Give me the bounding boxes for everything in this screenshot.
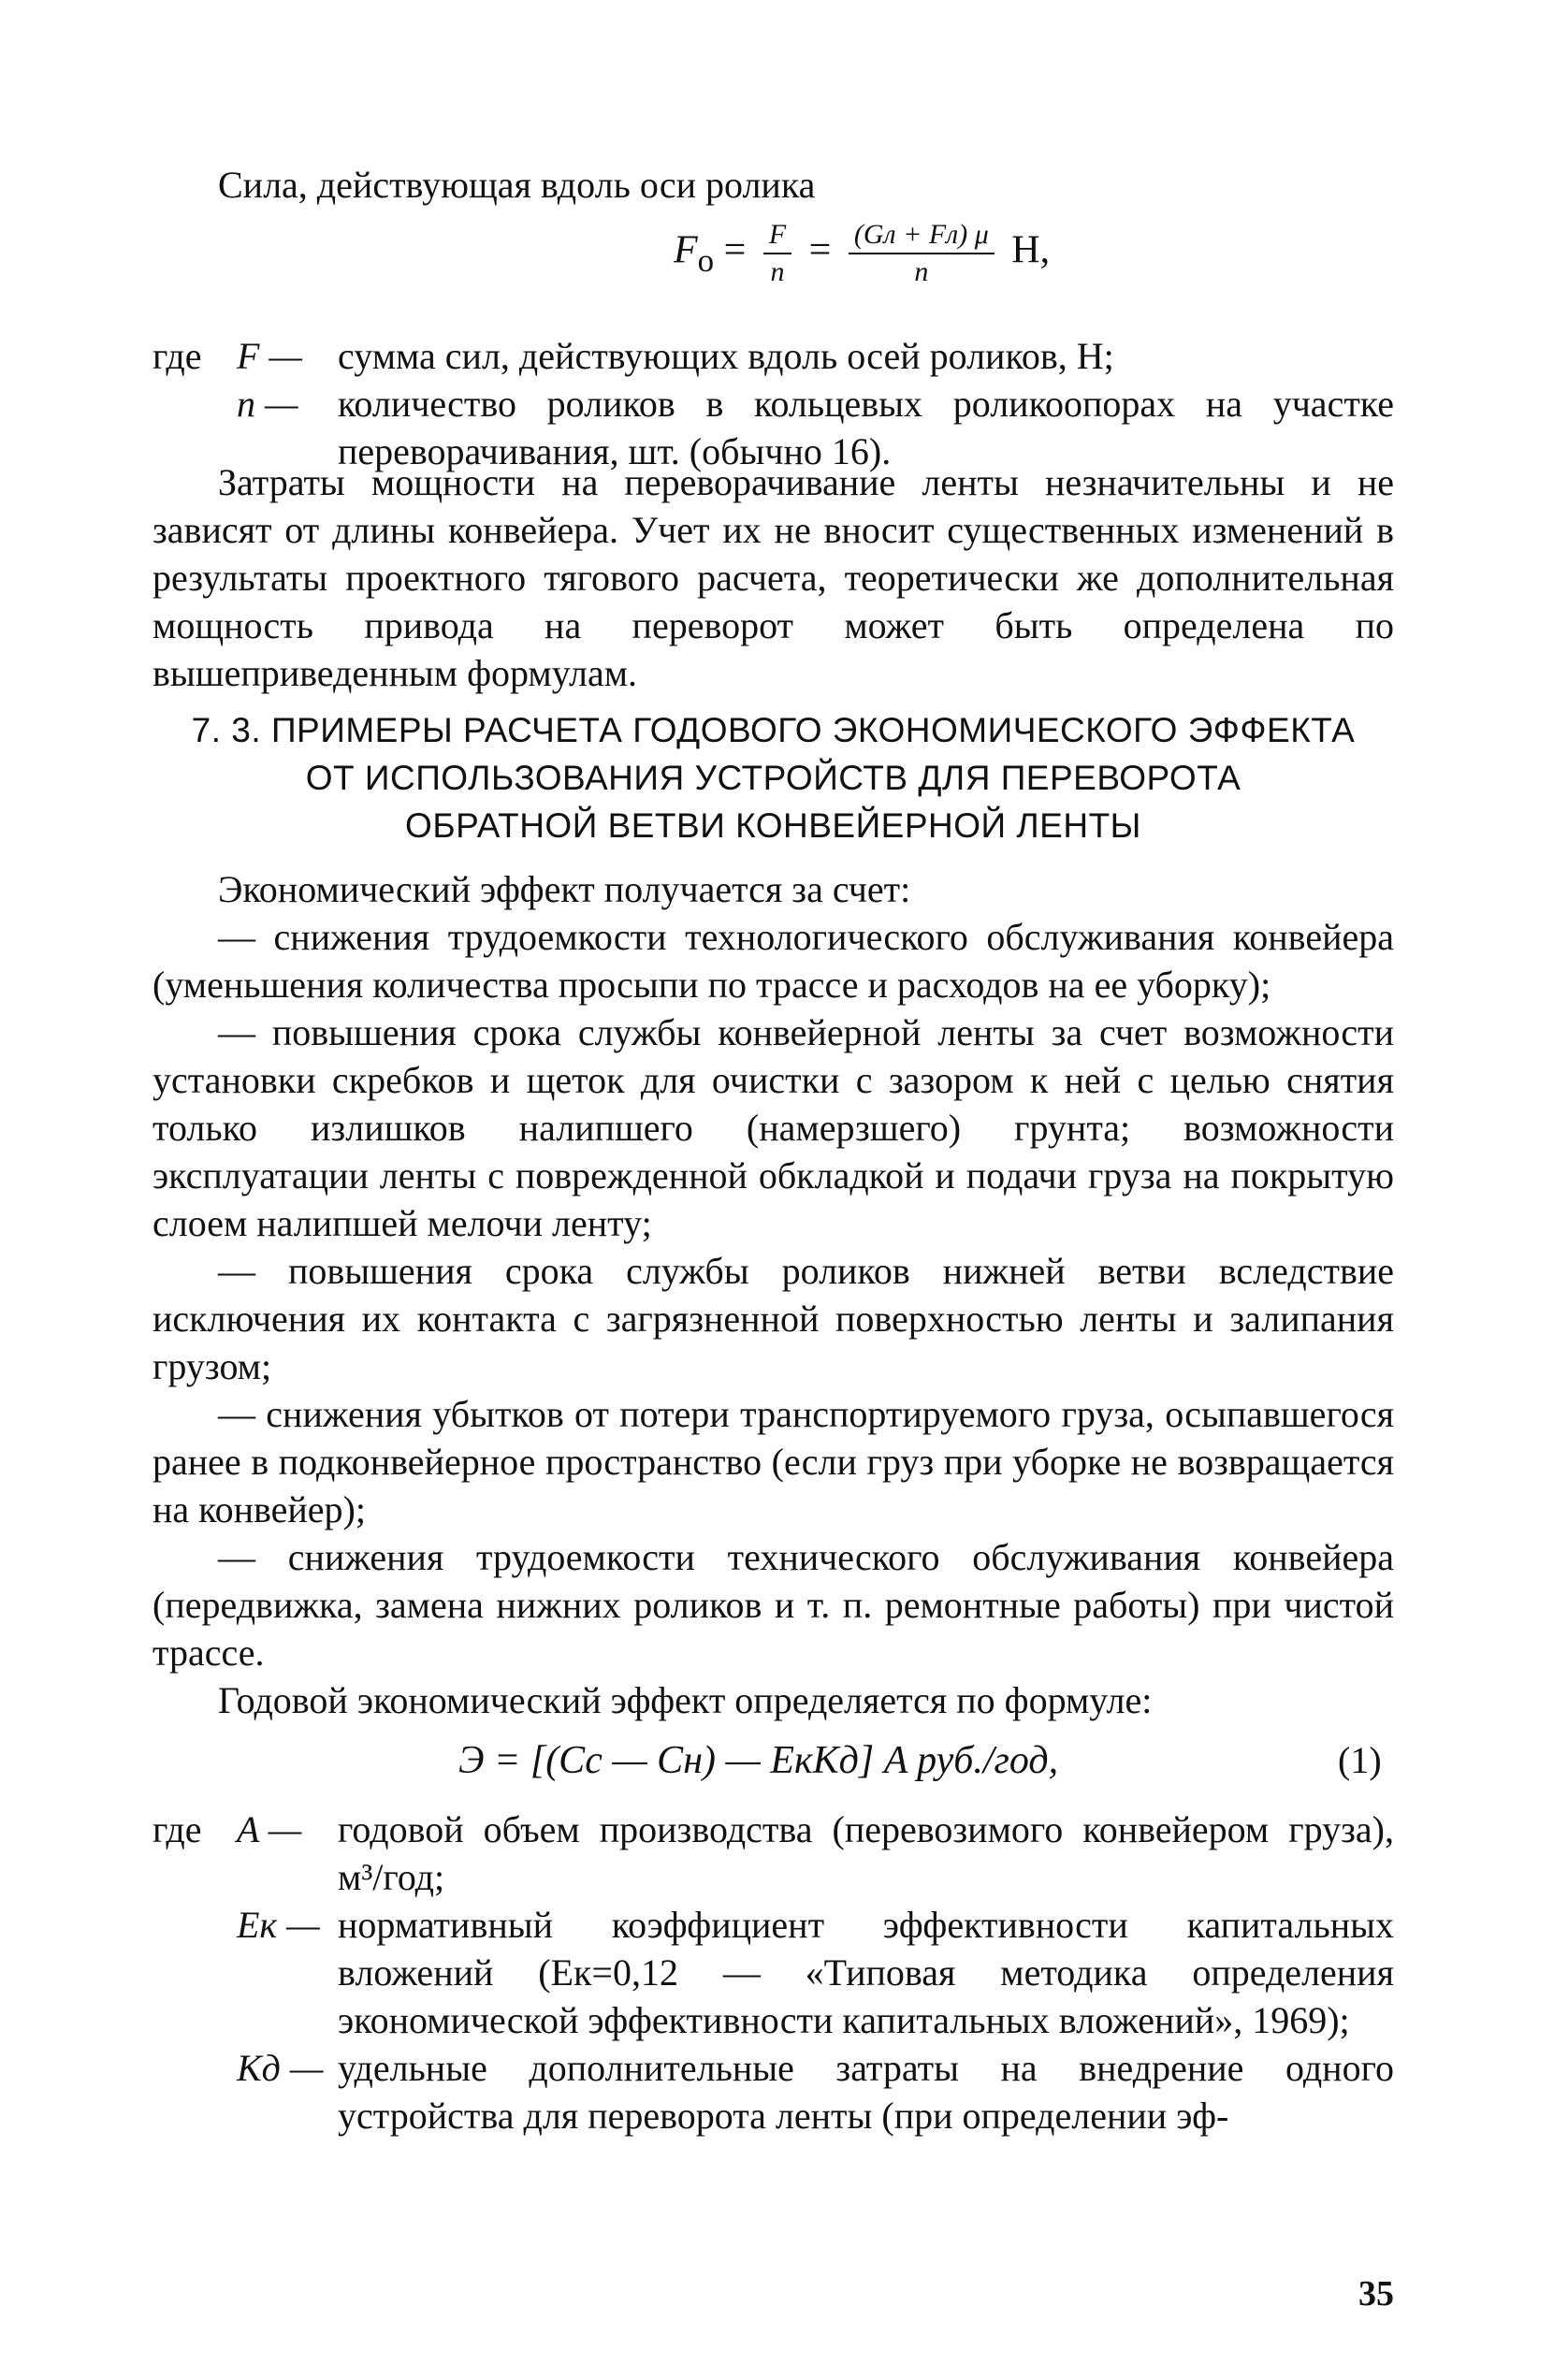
definition-text: сумма сил, действующих вдоль осей роликов, Н; — [338, 335, 1114, 377]
formula-eq-2: = — [808, 228, 832, 272]
fraction-2-numerator: (Gл + Fл) μ — [849, 217, 995, 254]
fraction-2 — [849, 217, 995, 290]
definition-symbol: Kд — — [237, 2047, 324, 2089]
formula-economic-effect: Э = [(Cс — Cн) — EкKд] A руб./год, — [458, 1739, 1059, 1782]
intro-line: Сила, действующая вдоль оси ролика — [218, 164, 816, 206]
formula-eq: = — [723, 228, 747, 272]
definition-row — [152, 2044, 1394, 2139]
section-heading-line: 7. 3. ПРИМЕРЫ РАСЧЕТА ГОДОВОГО ЭКОНОМИЧЕСКОГО ЭФФЕКТА — [191, 711, 1356, 749]
section-heading-line: ОБРАТНОЙ ВЕТВИ КОНВЕЙЕРНОЙ ЛЕНТЫ — [405, 806, 1141, 845]
definition-row — [152, 1806, 1394, 1901]
definition-where-word: где — [152, 335, 202, 377]
paragraph-power-costs: Затраты мощности на переворачивание ленты незначительны и не зависят от длины конвейера. Учет их не вносит существенных изменений в результаты проектного тягового расчета, теоретически же дополнительная мощность привода на переворот может быть определена по вышеприведенным формулам. — [152, 461, 1394, 694]
section-heading-line: ОТ ИСПОЛЬЗОВАНИЯ УСТРОЙСТВ ДЛЯ ПЕРЕВОРОТА — [305, 759, 1241, 797]
definition-symbol: n — — [237, 383, 298, 425]
definition-where-word: где — [152, 1808, 202, 1850]
definition-row — [152, 332, 1394, 380]
page-number: 35 — [1358, 2274, 1394, 2313]
definition-text: удельные дополнительные затраты на внедрение одного устройства для переворота ленты (при определении эф- — [338, 2047, 1394, 2137]
where-block-2 — [152, 1806, 1394, 2139]
where-block-1 — [152, 332, 1394, 475]
formula-lhs-sub: о — [697, 242, 715, 280]
effect-item: — снижения трудоемкости технологического обслуживания конвейера (уменьшения количества просыпи по трассе и расходов на ее уборку); — [152, 916, 1394, 1006]
definition-symbol: A — — [237, 1808, 302, 1850]
effect-item: — повышения срока службы конвейерной ленты за счет возможности установки скребков и щеток для очистки с зазором к ней с целью снятия только излишков налипшего (намерзшего) грунта; возможности эксплуатации ленты с поврежденной обкладкой и подачи груза на покрытую слоем налипшей мелочи ленту; — [152, 1011, 1394, 1244]
fraction-1-denominator: n — [770, 256, 785, 287]
definition-symbol: F — — [237, 335, 302, 377]
formula-unit: Н, — [1011, 228, 1051, 272]
fraction-2-denominator: n — [914, 256, 929, 287]
effect-item: — повышения срока службы роликов нижней ветви вследствие исключения их контакта с загрязненной поверхностью ленты и залипания грузом; — [152, 1250, 1394, 1387]
effect-section — [152, 865, 1394, 1724]
formula-lhs: F — [674, 228, 698, 272]
fraction-1-numerator: F — [763, 217, 791, 254]
definition-text: нормативный коэффициент эффективности капитальных вложений (Eк=0,12 — «Типовая методика определения экономической эффективности капитальных вложений», 1969); — [338, 1904, 1394, 2041]
definition-where-word — [152, 2044, 237, 2139]
effect-item: — снижения убытков от потери транспортируемого груза, осыпавшегося ранее в подконвейерное пространство (если груз при уборке не возвращается на конвейер); — [152, 1393, 1394, 1530]
definition-text: годовой объем производства (перевозимого конвейером груза), м³/год; — [338, 1808, 1394, 1898]
definition-where-word — [152, 1901, 237, 2044]
definition-row — [152, 1901, 1394, 2044]
formula-intro: Годовой экономический эффект определяется по формуле: — [218, 1679, 1153, 1721]
definition-text: количество роликов в кольцевых роликоопорах на участке переворачивания, шт. (обычно 16). — [338, 383, 1394, 472]
equation-number: (1) — [1338, 1739, 1382, 1781]
section-heading — [152, 706, 1394, 849]
definition-symbol: Eк — — [237, 1904, 320, 1946]
effect-item: — снижения трудоемкости технического обслуживания конвейера (передвижка, замена нижних роликов и т. п. ремонтные работы) при чистой трассе. — [152, 1536, 1394, 1674]
effect-intro: Экономический эффект получается за счет: — [218, 868, 911, 910]
formula-axial-force — [674, 217, 1050, 290]
fraction-1 — [763, 217, 791, 290]
